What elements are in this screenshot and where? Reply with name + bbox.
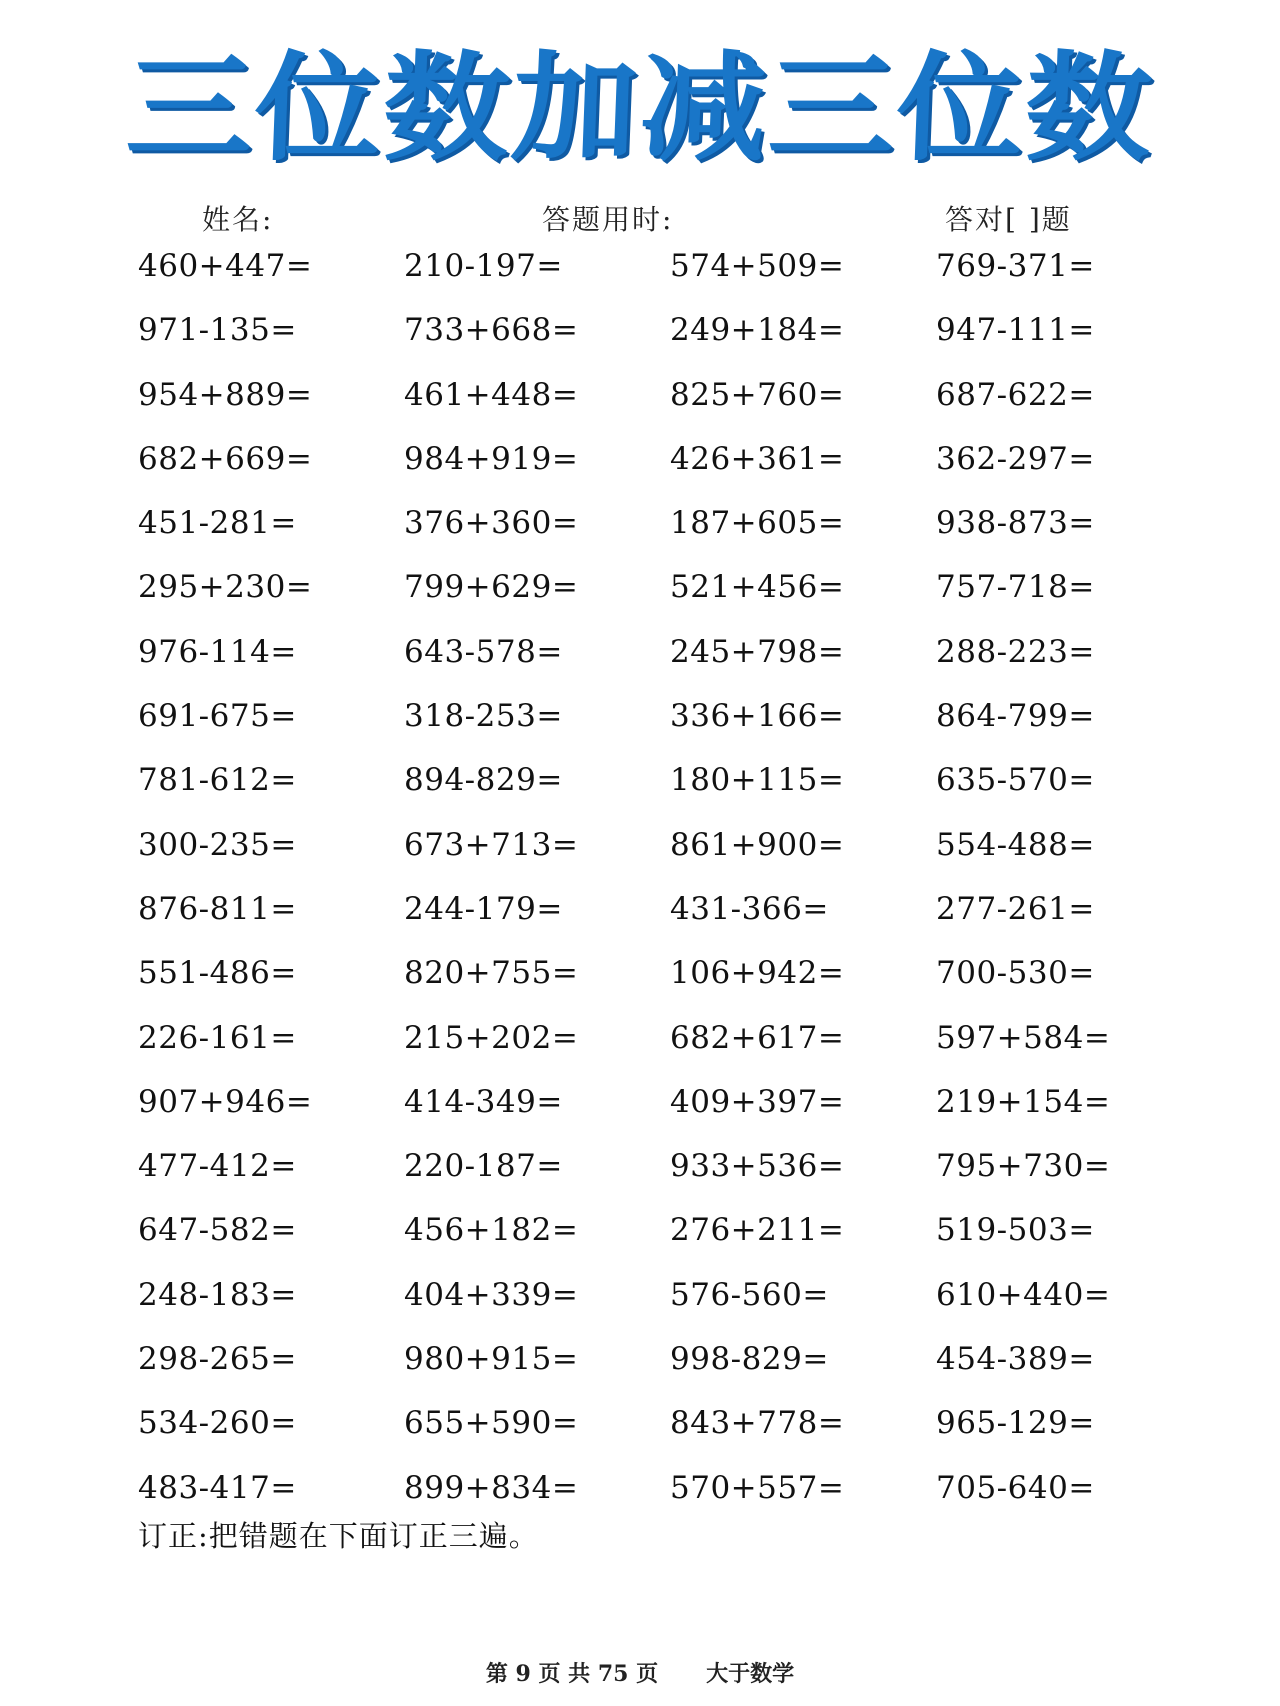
math-problem: 483-417= bbox=[138, 1469, 297, 1506]
math-problem: 691-675= bbox=[138, 698, 297, 735]
math-problem: 799+629= bbox=[404, 569, 579, 606]
math-problem: 245+798= bbox=[670, 633, 845, 670]
math-problem: 655+590= bbox=[404, 1405, 579, 1442]
math-problem: 682+669= bbox=[138, 440, 313, 477]
math-problem: 336+166= bbox=[670, 698, 845, 735]
math-problem: 984+919= bbox=[404, 440, 579, 477]
math-problem: 965-129= bbox=[936, 1405, 1095, 1442]
math-problem: 570+557= bbox=[670, 1469, 845, 1506]
math-problem: 426+361= bbox=[670, 440, 845, 477]
math-problem: 899+834= bbox=[404, 1469, 579, 1506]
math-problem: 938-873= bbox=[936, 505, 1095, 542]
math-problem: 947-111= bbox=[936, 312, 1095, 349]
math-problem: 825+760= bbox=[670, 376, 845, 413]
math-problem: 647-582= bbox=[138, 1212, 297, 1249]
correction-note: 订正:把错题在下面订正三遍。 bbox=[138, 1519, 539, 1553]
math-problem: 733+668= bbox=[404, 312, 579, 349]
math-problem: 180+115= bbox=[670, 762, 845, 799]
math-problem: 876-811= bbox=[138, 890, 297, 927]
math-problem: 843+778= bbox=[670, 1405, 845, 1442]
math-problem: 404+339= bbox=[404, 1276, 579, 1313]
math-problem: 244-179= bbox=[404, 890, 563, 927]
problem-grid bbox=[138, 246, 1158, 1532]
math-problem: 288-223= bbox=[936, 633, 1095, 670]
publisher-name: 大于数学 bbox=[706, 1661, 795, 1687]
math-problem: 705-640= bbox=[936, 1469, 1095, 1506]
score-label: 答对[ ]题 bbox=[945, 203, 1072, 236]
math-problem: 757-718= bbox=[936, 569, 1095, 606]
math-problem: 249+184= bbox=[670, 312, 845, 349]
time-label: 答题用时: bbox=[542, 203, 674, 236]
math-problem: 610+440= bbox=[936, 1276, 1111, 1313]
math-problem: 215+202= bbox=[404, 1019, 579, 1056]
math-problem: 106+942= bbox=[670, 955, 845, 992]
math-problem: 795+730= bbox=[936, 1148, 1111, 1185]
math-problem: 521+456= bbox=[670, 569, 845, 606]
math-problem: 980+915= bbox=[404, 1341, 579, 1378]
math-problem: 971-135= bbox=[138, 312, 297, 349]
math-problem: 673+713= bbox=[404, 826, 579, 863]
math-problem: 376+360= bbox=[404, 505, 579, 542]
math-problem: 300-235= bbox=[138, 826, 297, 863]
name-label: 姓名: bbox=[202, 203, 274, 236]
math-problem: 976-114= bbox=[138, 633, 297, 670]
math-problem: 682+617= bbox=[670, 1019, 845, 1056]
math-problem: 576-560= bbox=[670, 1276, 829, 1313]
math-problem: 210-197= bbox=[404, 248, 563, 284]
math-problem: 219+154= bbox=[936, 1083, 1111, 1120]
math-problem: 298-265= bbox=[138, 1341, 297, 1378]
worksheet-title: 三位数加减三位数 bbox=[123, 39, 1157, 177]
math-problem: 554-488= bbox=[936, 826, 1095, 863]
math-problem: 769-371= bbox=[936, 248, 1095, 284]
math-problem: 220-187= bbox=[404, 1148, 563, 1185]
math-problem: 954+889= bbox=[138, 376, 313, 413]
math-problem: 456+182= bbox=[404, 1212, 579, 1249]
math-problem: 226-161= bbox=[138, 1019, 297, 1056]
math-problem: 277-261= bbox=[936, 890, 1095, 927]
math-problem: 551-486= bbox=[138, 955, 297, 992]
page-info: 第 9 页 共 75 页 bbox=[485, 1661, 659, 1687]
worksheet-header bbox=[0, 198, 1280, 238]
math-problem: 907+946= bbox=[138, 1083, 313, 1120]
math-problem: 861+900= bbox=[670, 826, 845, 863]
math-problem: 998-829= bbox=[670, 1341, 829, 1378]
math-problem: 477-412= bbox=[138, 1148, 297, 1185]
math-problem: 933+536= bbox=[670, 1148, 845, 1185]
math-problem: 187+605= bbox=[670, 505, 845, 542]
math-problem: 276+211= bbox=[670, 1212, 845, 1249]
math-problem: 451-281= bbox=[138, 505, 297, 542]
math-problem: 248-183= bbox=[138, 1276, 297, 1313]
math-problem: 534-260= bbox=[138, 1405, 297, 1442]
page-footer bbox=[0, 1657, 1280, 1688]
math-problem: 781-612= bbox=[138, 762, 297, 799]
math-problem: 687-622= bbox=[936, 376, 1095, 413]
math-problem: 318-253= bbox=[404, 698, 563, 735]
math-problem: 431-366= bbox=[670, 890, 829, 927]
math-problem: 409+397= bbox=[670, 1083, 845, 1120]
math-problem: 461+448= bbox=[404, 376, 579, 413]
math-problem: 643-578= bbox=[404, 633, 563, 670]
math-problem: 295+230= bbox=[138, 569, 313, 606]
math-problem: 574+509= bbox=[670, 248, 845, 284]
math-problem: 460+447= bbox=[138, 248, 313, 284]
math-problem: 820+755= bbox=[404, 955, 579, 992]
math-problem: 519-503= bbox=[936, 1212, 1095, 1249]
math-problem: 362-297= bbox=[936, 440, 1095, 477]
math-problem: 414-349= bbox=[404, 1083, 563, 1120]
math-problem: 635-570= bbox=[936, 762, 1095, 799]
math-problem: 894-829= bbox=[404, 762, 563, 799]
math-problem: 700-530= bbox=[936, 955, 1095, 992]
math-problem: 864-799= bbox=[936, 698, 1095, 735]
math-problem: 597+584= bbox=[936, 1019, 1111, 1056]
math-problem: 454-389= bbox=[936, 1341, 1095, 1378]
